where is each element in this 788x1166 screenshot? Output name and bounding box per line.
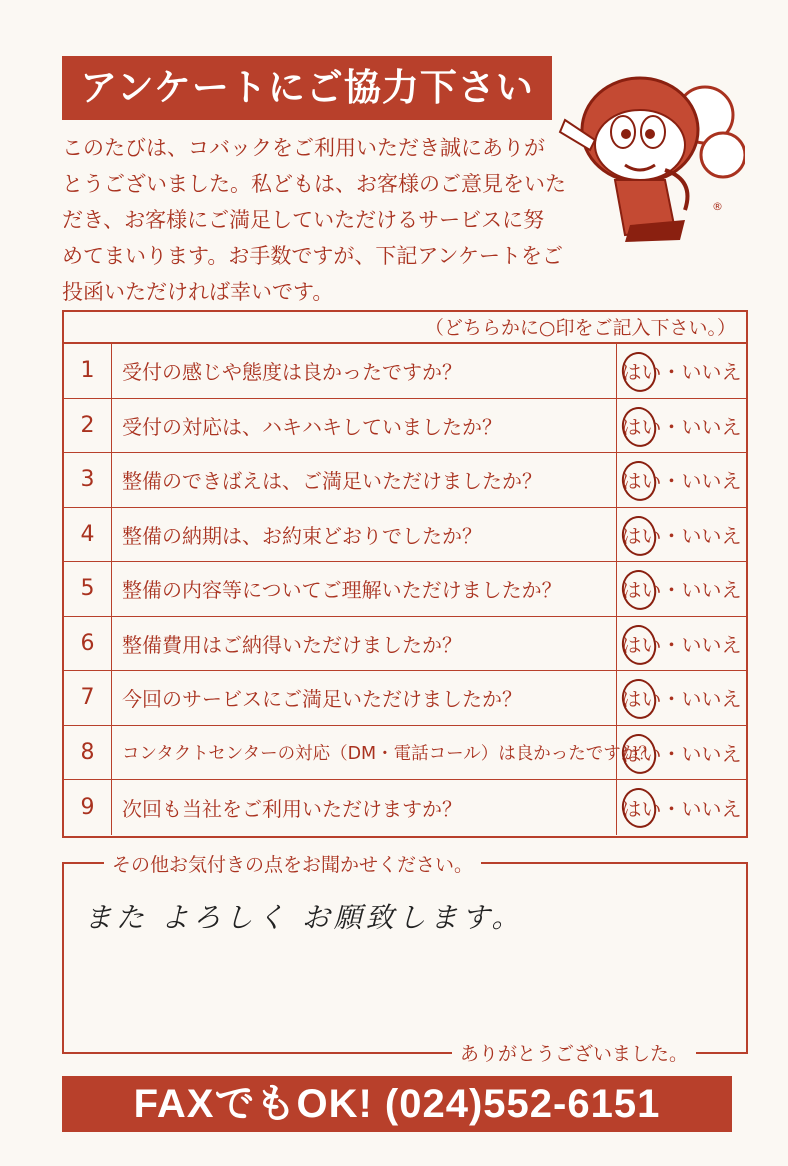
survey-table [62,310,748,838]
question-text: 整備のできばえは、ご満足いただけましたか？ [122,469,542,494]
intro-text [62,130,566,310]
survey-title: アンケートにご協力下さい [62,56,552,120]
question-number: 9 [64,780,112,835]
answer-options[interactable]: はい・いいえ [616,344,746,398]
question-number: 7 [64,671,112,725]
mascot-character-icon [555,70,745,250]
answer-options[interactable]: はい・いいえ [616,453,746,507]
table-row [64,399,746,454]
intro-line: めてまいります。お手数ですが、下記アンケートをご [62,244,564,268]
intro-line: このたびは、コバックをご利用いただき誠にありが [62,136,545,160]
question-number: 3 [64,453,112,507]
table-row [64,344,746,399]
table-row [64,780,746,835]
table-row [64,617,746,672]
comment-label: その他お気付きの点をお聞かせください。 [104,850,481,877]
thanks-text: ありがとうございました。 [452,1039,696,1066]
question-number: 5 [64,562,112,616]
answer-options[interactable]: はい・いいえ [616,671,746,725]
question-text: 整備の納期は、お約束どおりでしたか？ [122,523,482,548]
handwritten-comment: また よろしく お願致します。 [84,901,524,934]
table-row [64,671,746,726]
question-text: 次回も当社をご利用いただけますか？ [122,796,462,821]
question-text: 受付の対応は、ハキハキしていましたか？ [122,414,502,439]
question-text: 整備の内容等についてご理解いただけましたか？ [122,578,562,603]
table-row [64,726,746,781]
table-row [64,453,746,508]
question-text: コンタクトセンターの対応（DM・電話コール）は良かったですか？ [122,743,656,764]
question-number: 4 [64,508,112,562]
comment-box[interactable] [62,854,748,1065]
intro-line: 投函いただければ幸いです。 [62,280,334,304]
fax-banner: FAXでもOK! (024)552-6151 [62,1076,732,1132]
answer-options[interactable]: はい・いいえ [616,780,746,835]
question-number: 2 [64,399,112,453]
answer-options[interactable]: はい・いいえ [616,726,746,780]
answer-options[interactable]: はい・いいえ [616,399,746,453]
question-number: 8 [64,726,112,780]
intro-line: だき、お客様にご満足していただけるサービスに努 [62,208,545,232]
question-text: 今回のサービスにご満足いただけましたか？ [122,687,522,712]
answer-options[interactable]: はい・いいえ [616,617,746,671]
question-text: 整備費用はご納得いただけましたか？ [122,632,462,657]
question-number: 6 [64,617,112,671]
intro-line: とうございました。私どもは、お客様のご意見をいた [62,172,566,196]
survey-instruction: （どちらかに○印をご記入下さい。） [64,312,746,344]
question-text: 受付の感じや態度は良かったですか？ [122,360,462,385]
answer-options[interactable]: はい・いいえ [616,562,746,616]
table-row [64,562,746,617]
registered-mark: ® [712,200,723,213]
table-row [64,508,746,563]
answer-options[interactable]: はい・いいえ [616,508,746,562]
question-number: 1 [64,344,112,398]
